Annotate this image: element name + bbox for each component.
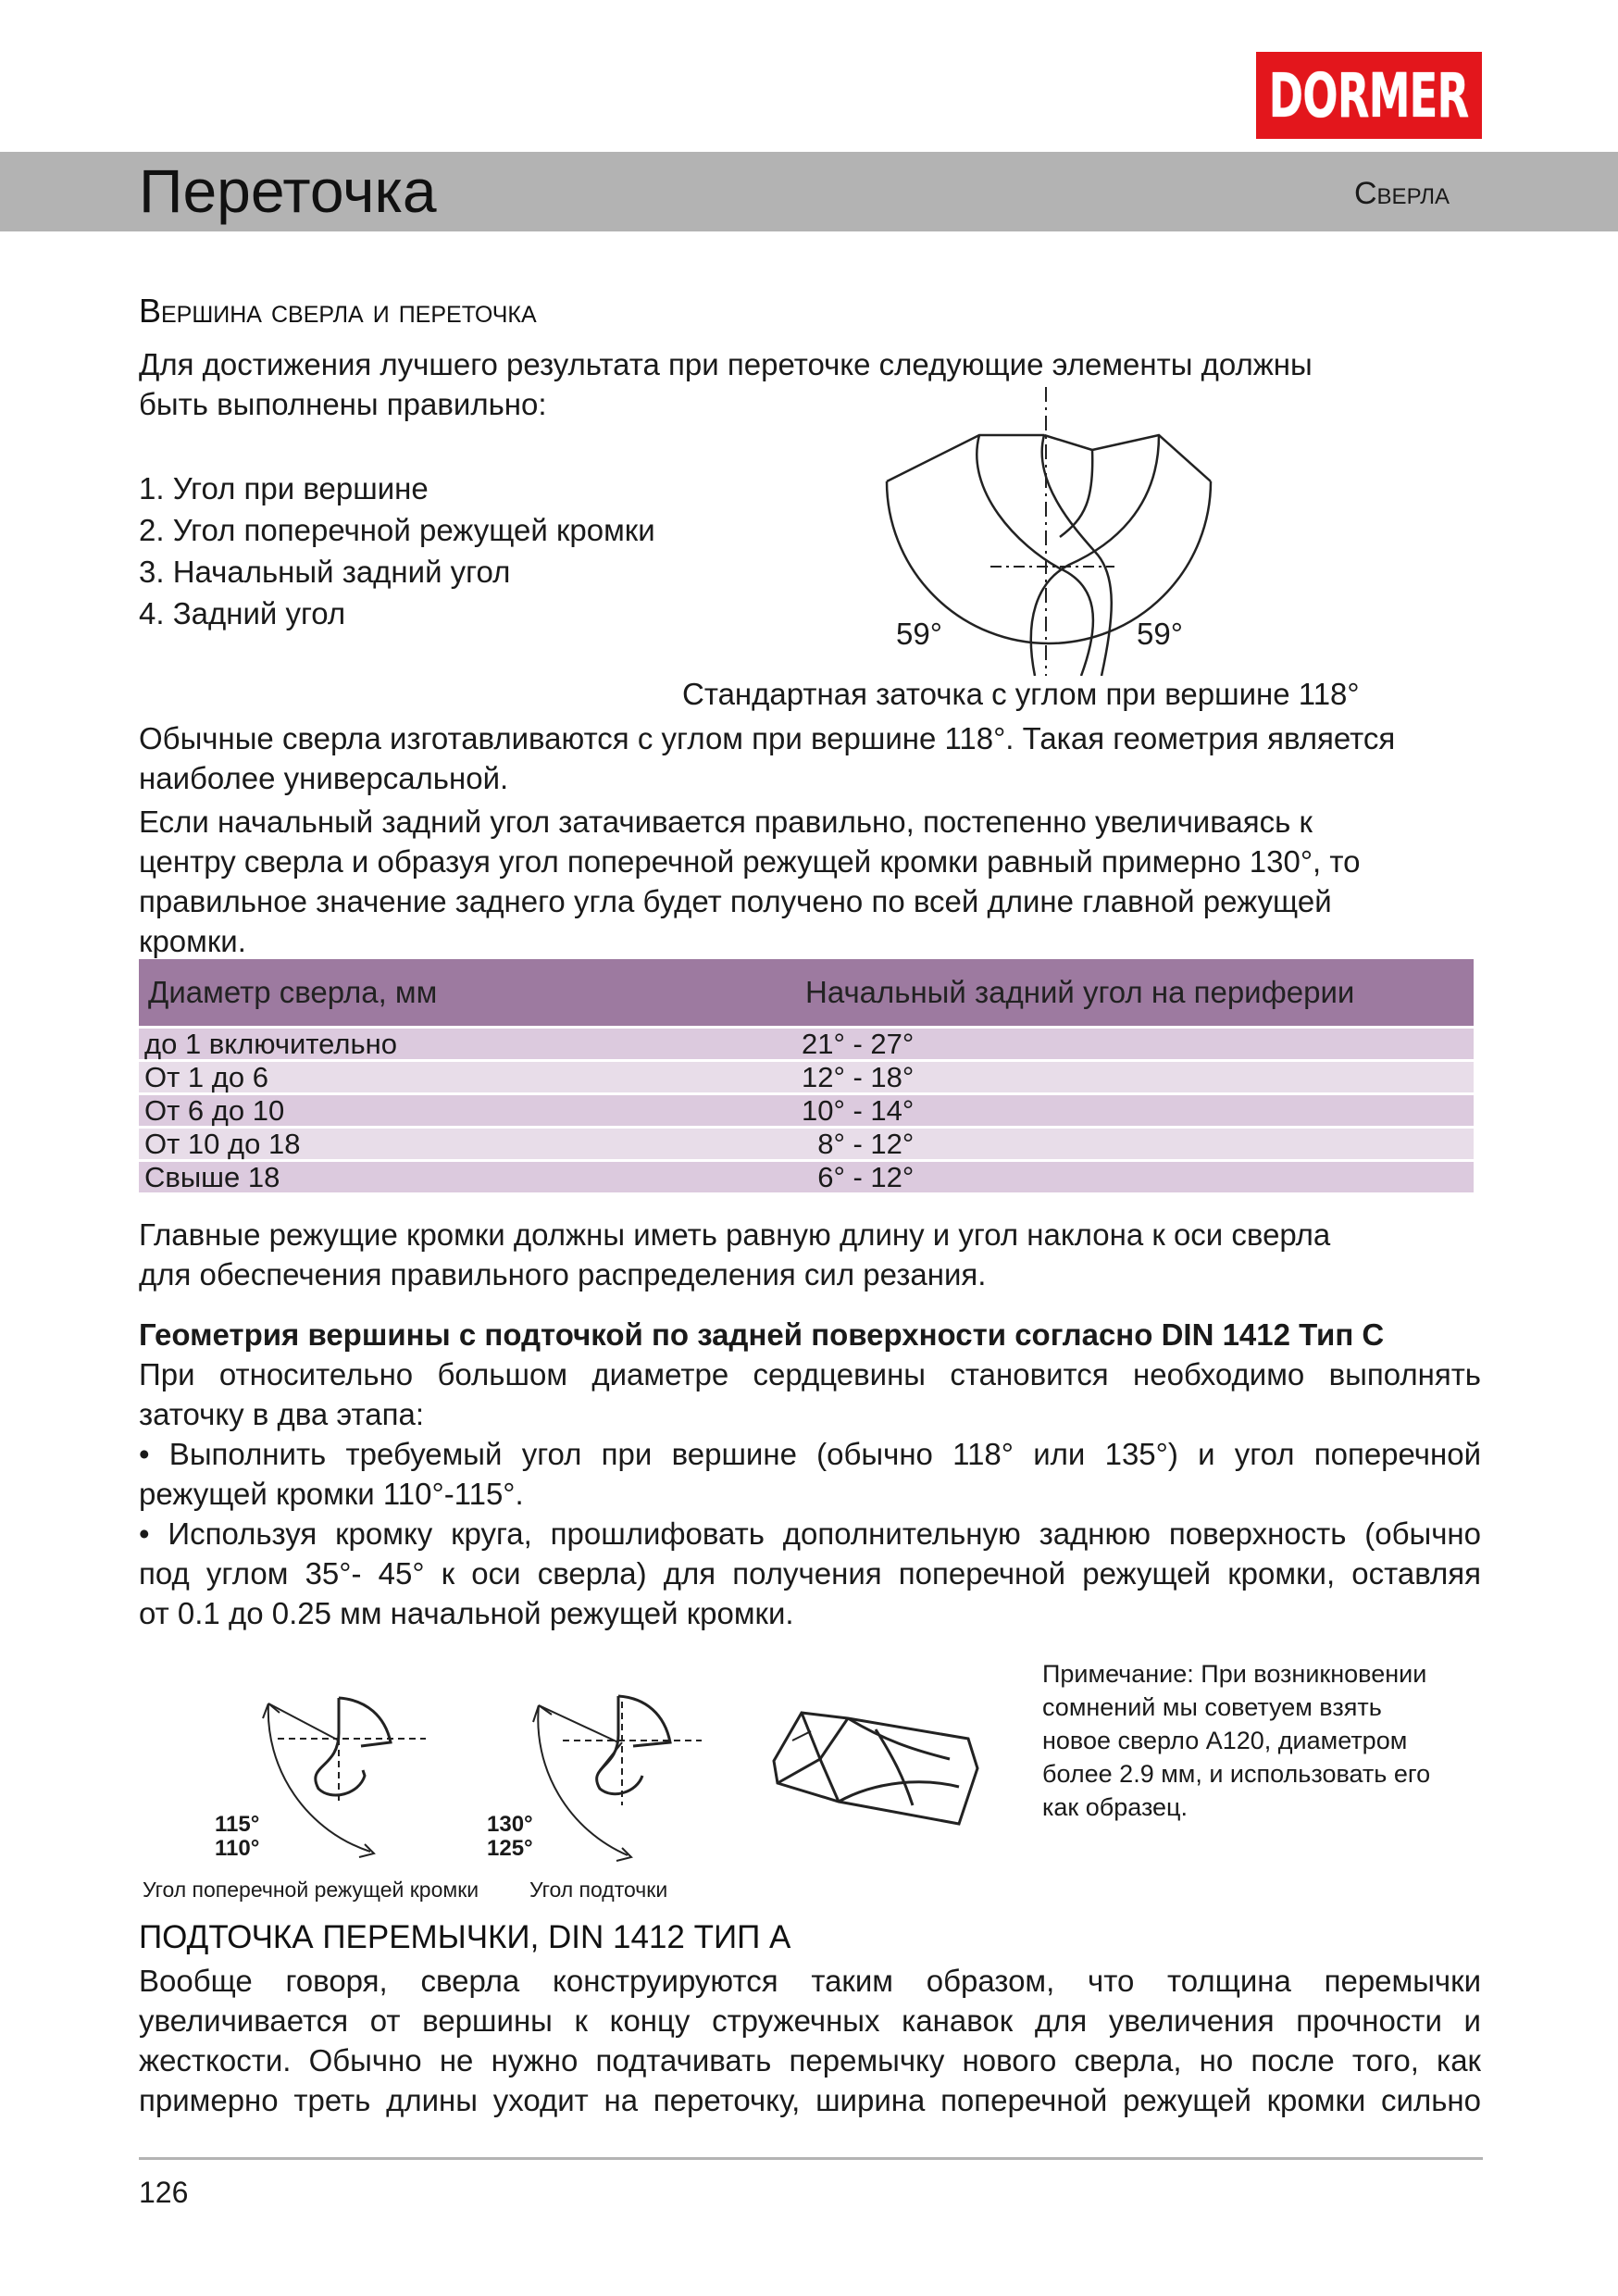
section-heading-din-c: Геометрия вершины с подточкой по задней поверхности согласно DIN 1412 Тип С	[139, 1317, 1385, 1352]
angle-label: 130°	[487, 1812, 533, 1837]
chisel-angle-labels	[215, 1813, 259, 1861]
paragraph-line: режущей кромки 110°-115°.	[139, 1477, 524, 1511]
paragraph-line: Обычные сверла изготавливаются с углом при вершине 118°. Такая геометрия является	[139, 721, 1396, 755]
section-tag: Сверла	[1354, 176, 1450, 211]
paragraph-line: Вообще говоря, сверла конструируются таким образом, что толщина перемычки	[139, 1964, 1481, 1998]
note-line: новое сверло A120, диаметром	[1042, 1727, 1408, 1754]
section-heading-din-a: ПОДТОЧКА ПЕРЕМЫЧКИ, DIN 1412 ТИП А	[139, 1919, 791, 1955]
table-row	[139, 1095, 1474, 1126]
intro-line: быть выполнены правильно:	[139, 387, 547, 421]
note-line: как образец.	[1042, 1793, 1189, 1821]
table-cell: 10° - 14°	[796, 1095, 1474, 1126]
table-cell: Свыше 18	[139, 1162, 796, 1192]
paragraph-line: • Выполнить требуемый угол при вершине (обычно 118° или 135°) и угол поперечной	[139, 1437, 1481, 1471]
table-header-row	[139, 959, 1474, 1026]
table-cell: От 6 до 10	[139, 1095, 796, 1126]
paragraph-line: Если начальный задний угол затачивается правильно, постепенно увеличиваясь к	[139, 805, 1313, 839]
list-item: 3. Начальный задний угол	[139, 555, 511, 589]
angle-right-label: 59°	[1137, 617, 1183, 651]
paragraph-line: кромки.	[139, 924, 246, 958]
table-row	[139, 1129, 1474, 1159]
page-number: 126	[139, 2176, 189, 2209]
logo-text: DORMER	[1269, 59, 1469, 131]
paragraph-line: При относительно большом диаметре сердцевины становится необходимо выполнять	[139, 1357, 1481, 1391]
section-heading-tip: Вершина сверла и переточка	[139, 292, 537, 330]
requirements-list	[139, 468, 655, 634]
paragraph-standard	[139, 718, 1481, 798]
paragraph-line: жесткости. Обычно не нужно подтачивать перемычку нового сверла, но после того, как	[139, 2043, 1481, 2078]
paragraph-line: увеличивается от вершины к концу стружечных канавок для увеличения прочности и	[139, 2003, 1481, 2038]
angle-left-label: 59°	[896, 617, 942, 651]
fig-a-caption: Угол поперечной режущей кромки	[143, 1878, 479, 1902]
paragraph-relief	[139, 802, 1481, 961]
dormer-logo	[1256, 52, 1482, 139]
note-line: более 2.9 мм, и использовать его	[1042, 1760, 1431, 1788]
table-row	[139, 1029, 1474, 1059]
table-row	[139, 1162, 1474, 1192]
paragraph-line: Главные режущие кромки должны иметь равную длину и угол наклона к оси сверла	[139, 1217, 1331, 1252]
paragraph-line: для обеспечения правильного распределения сил резания.	[139, 1257, 987, 1292]
thinning-angle-diagram	[526, 1685, 711, 1870]
list-item: 1. Угол при вершине	[139, 471, 429, 505]
paragraph-din-a	[139, 1961, 1481, 2120]
angle-label: 115°	[215, 1812, 260, 1837]
table-cell: 8° - 12°	[796, 1129, 1474, 1159]
table-cell: 12° - 18°	[796, 1062, 1474, 1092]
table-cell: От 1 до 6	[139, 1062, 796, 1092]
table-cell: до 1 включительно	[139, 1029, 796, 1059]
paragraph-line: • Используя кромку круга, прошлифовать дополнительную заднюю поверхность (обычно	[139, 1516, 1481, 1551]
footer-rule	[139, 2157, 1483, 2160]
table-cell: От 10 до 18	[139, 1129, 796, 1159]
drill-3d-diagram	[765, 1703, 987, 1833]
paragraph-cutting-edges	[139, 1215, 1481, 1294]
paragraph-line: наиболее универсальной.	[139, 761, 509, 795]
table-header: Начальный задний угол на периферии	[796, 959, 1474, 1026]
thinning-angle-labels	[487, 1813, 533, 1861]
chisel-edge-angle-diagram	[250, 1685, 435, 1870]
note-text	[1042, 1657, 1430, 1824]
paragraph-line: от 0.1 до 0.25 мм начальной режущей кромки.	[139, 1596, 794, 1630]
paragraph-line: правильное значение заднего угла будет получено по всей длине главной режущей	[139, 884, 1332, 918]
paragraph-din-c	[139, 1354, 1481, 1633]
paragraph-line: примерно треть длины уходит на переточку, ширина поперечной режущей кромки сильно	[139, 2083, 1481, 2117]
table-cell: 6° - 12°	[796, 1162, 1474, 1192]
page-title: Переточка	[139, 156, 437, 225]
fig-b-caption: Угол подточки	[529, 1878, 668, 1902]
figure-caption: Стандартная заточка с углом при вершине 118°	[682, 677, 1360, 711]
relief-angle-table	[139, 956, 1474, 1195]
note-line: Примечание: При возникновении	[1042, 1660, 1427, 1688]
list-item: 2. Угол поперечной режущей кромки	[139, 513, 655, 547]
table-header: Диаметр сверла, мм	[139, 959, 796, 1026]
paragraph-line: заточку в два этапа:	[139, 1397, 425, 1431]
paragraph-line: центру сверла и образуя угол поперечной режущей кромки равный примерно 130°, то	[139, 844, 1361, 879]
angle-label: 110°	[215, 1836, 260, 1861]
list-item: 4. Задний угол	[139, 596, 346, 630]
angle-label: 125°	[487, 1836, 533, 1861]
intro-line: Для достижения лучшего результата при переточке следующие элементы должны	[139, 347, 1313, 381]
table-row	[139, 1062, 1474, 1092]
table-cell: 21° - 27°	[796, 1029, 1474, 1059]
note-line: сомнений мы советуем взять	[1042, 1693, 1382, 1721]
paragraph-line: под углом 35°- 45° к оси сверла) для получения поперечной режущей кромки, оставляя	[139, 1556, 1481, 1591]
